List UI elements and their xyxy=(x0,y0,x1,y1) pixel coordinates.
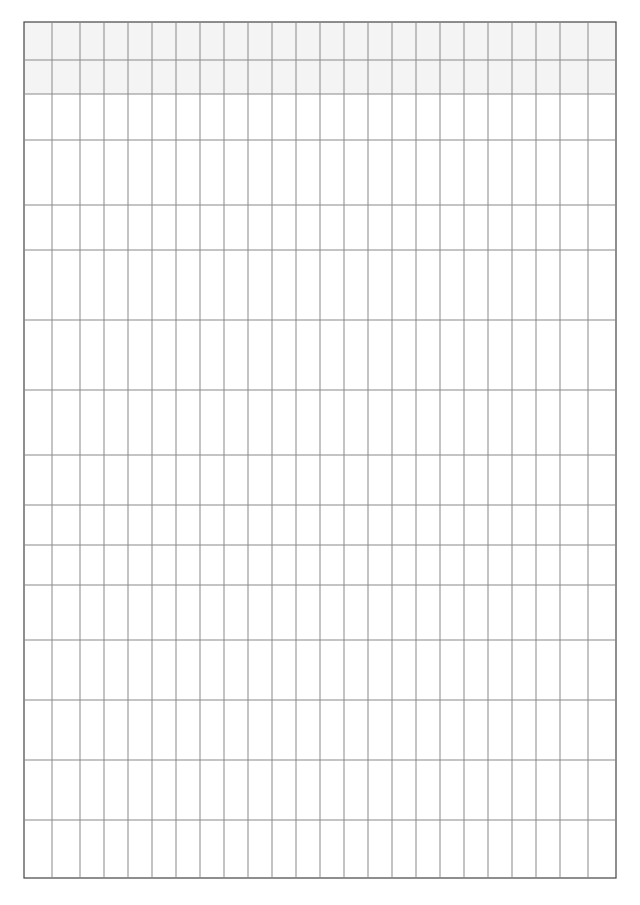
table-gridlines xyxy=(24,22,616,878)
